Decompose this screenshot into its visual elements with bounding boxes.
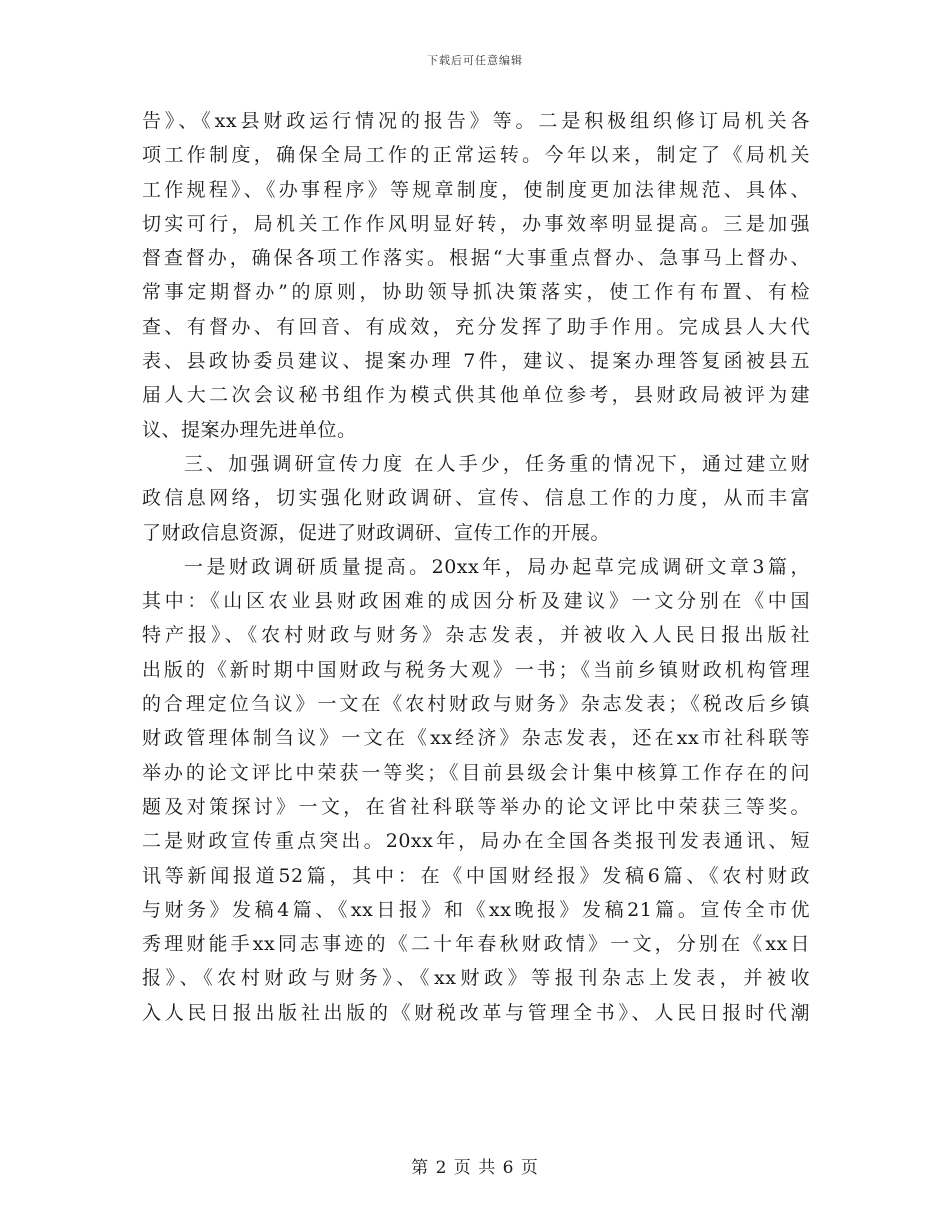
body-line: 查、有督办、有回音、有成效，充分发挥了助手作用。完成县人大代	[142, 315, 810, 338]
body-line: 入人民日报出版社出版的《财税改革与管理全书》、人民日报时代潮	[142, 1001, 810, 1024]
body-line: 二是财政宣传重点突出。20xx年，局办在全国各类报刊发表通讯、短	[142, 830, 810, 853]
body-line: 常事定期督办”的原则，协助领导抓决策落实，使工作有布置、有检	[142, 281, 810, 304]
body-line: 表、县政协委员建议、提案办理 7件，建议、提案办理答复函被县五	[142, 350, 810, 373]
body-line: 告》、《xx县财政运行情况的报告》等。二是积极组织修订局机关各	[142, 110, 810, 132]
body-line: 特产报》、《农村财政与财务》杂志发表，并被收入人民日报出版社	[142, 624, 810, 647]
body-line: 议、提案办理先进单位。	[142, 418, 357, 441]
body-line: 财政管理体制刍议》一文在《xx经济》杂志发表，还在xx市社科联等	[142, 727, 810, 750]
document-body	[142, 104, 810, 1030]
body-line: 出版的《新时期中国财政与税务大观》一书；《当前乡镇财政机构管理	[142, 658, 810, 681]
page-number-footer: 第 2 页 共 6 页	[411, 1158, 539, 1178]
body-line: 项工作制度，确保全局工作的正常运转。今年以来，制定了《局机关	[142, 144, 810, 167]
page-header-note: 下载后可任意编辑	[427, 54, 523, 67]
body-line: 一是财政调研质量提高。20xx年，局办起草完成调研文章3篇，	[184, 555, 810, 578]
body-line: 讯等新闻报道52篇，其中：在《中国财经报》发稿6篇、《农村财政	[142, 864, 810, 887]
body-line: 举办的论文评比中荣获一等奖；《目前县级会计集中核算工作存在的问	[142, 761, 810, 784]
body-line: 题及对策探讨》一文，在省社科联等举办的论文评比中荣获三等奖。	[142, 795, 810, 818]
body-line: 与财务》发稿4篇、《xx日报》和《xx晚报》发稿21篇。宣传全市优	[142, 898, 810, 921]
body-line: 了财政信息资源，促进了财政调研、宣传工作的开展。	[142, 521, 611, 544]
body-line: 工作规程》、《办事程序》等规章制度，使制度更加法律规范、具体、	[142, 178, 810, 201]
body-line: 政信息网络，切实强化财政调研、宣传、信息工作的力度，从而丰富	[142, 487, 810, 510]
body-line: 切实可行，局机关工作作风明显好转，办事效率明显提高。三是加强	[142, 212, 810, 235]
body-line: 的合理定位刍议》一文在《农村财政与财务》杂志发表；《税改后乡镇	[142, 693, 810, 716]
body-line: 报》、《农村财政与财务》、《xx财政》等报刊杂志上发表，并被收	[142, 967, 810, 990]
body-line: 督查督办，确保各项工作落实。根据“大事重点督办、急事马上督办、	[142, 247, 810, 270]
section-heading-line: 三、加强调研宣传力度 在人手少，任务重的情况下，通过建立财	[184, 452, 810, 475]
body-line: 其中：《山区农业县财政困难的成因分析及建议》一文分别在《中国	[142, 590, 810, 613]
body-line: 届人大二次会议秘书组作为模式供其他单位参考，县财政局被评为建	[142, 384, 810, 407]
body-line: 秀理财能手xx同志事迹的《二十年春秋财政情》一文，分别在《xx日	[142, 933, 810, 956]
